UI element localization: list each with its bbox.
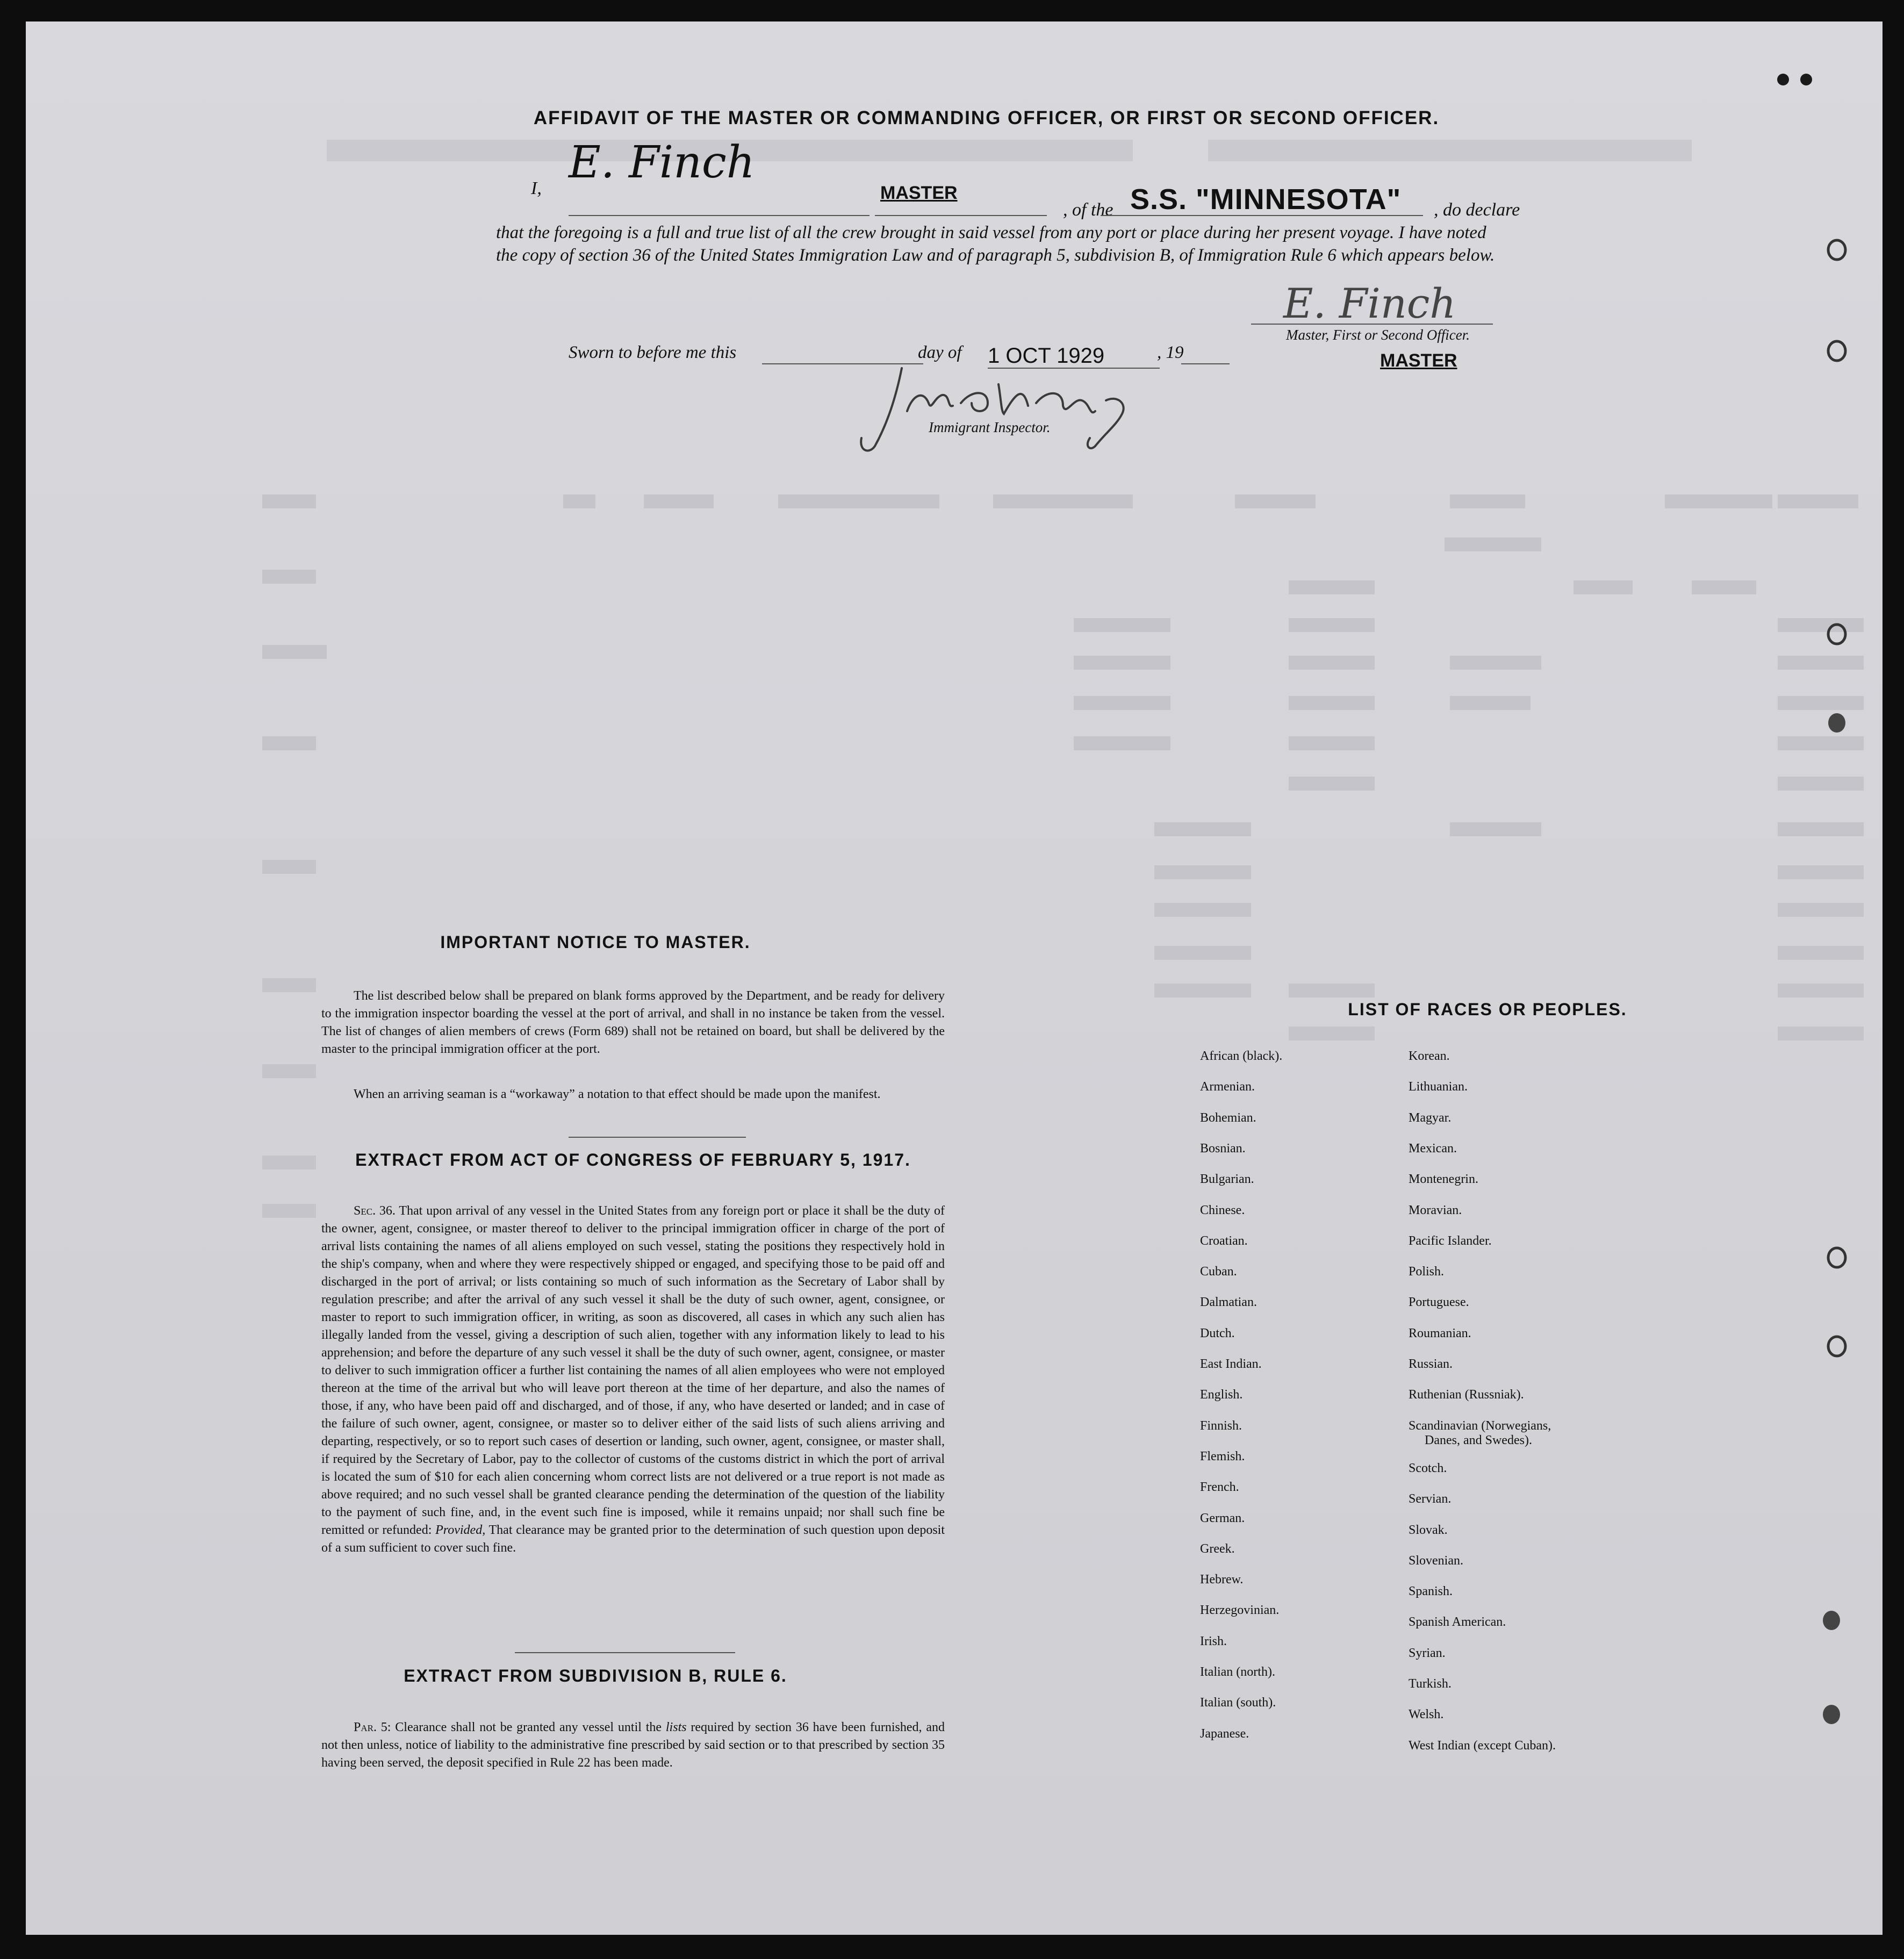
race-item: Dalmatian. [1200, 1295, 1257, 1310]
race-item: Magyar. [1409, 1110, 1452, 1125]
section-36-body: That upon arrival of any vessel in the United States from any foreign port or place it shall be the duty of the owner, agent, consignee, or master thereof to deliver to the principal immigration officer in charge of the port of arrival lists containing the names of all aliens employed on such vessel, stating the positions they respectively hold in the ship's company, when and where they were respectively shipped or engaged, and specifying those to be paid off and discharged in the port of arrival; or lists containing so much of such information as the Secretary of Labor shall by regulation prescribe; and after the arrival of any such vessel it shall be the duty of such owner, agent, consignee, or master to report to such immigration officer, in writing, as soon as discovered, all cases in which any such alien has illegally landed from the vessel, giving a description of such alien, together with any information likely to lead to his apprehension; and before the departure of any such vessel it shall be the duty of such owner, agent, consignee, or master to deliver to such immigration officer a further list containing the names of all alien employees who were not employed thereon at the time of the arrival but who will leave port thereon at the time of her departure, and also the names of those, if any, who have been paid off and discharged, and of those, if any, who have deserted or landed; and in case of the failure of such owner, agent, consignee, or master so to deliver either of the said lists of such aliens arriving and departing, respectively, or so to report such cases of desertion or landing, such owner, agent, consignee, or master shall, if required by the Secretary of Labor, pay to the collector of customs of the customs district in which the port of arrival is located the sum of $10 for each alien concerning whom correct lists are not delivered or a true report is not made as above required; and no such vessel shall be granted clearance pending the determination of the question of the liability to the payment of such fine, and, in the event such fine is imposed, while it remains unpaid; nor shall such fine be remitted or refunded: [321, 1204, 945, 1537]
race-item: Spanish. [1409, 1584, 1453, 1599]
paragraph-5-text [321, 1719, 945, 1772]
lists-word: lists [665, 1720, 687, 1734]
paragraph-5-body-b: required by section 36 have been furnished, and not then unless, notice of liability to the administrative fine prescribed by said section or to that prescribed by section 35 having been served, the deposit specified in Rule 22 has been made. [321, 1720, 945, 1770]
race-item: Greek. [1200, 1541, 1235, 1556]
race-item: Scandinavian (Norwegians, [1409, 1418, 1551, 1433]
race-item: Scotch. [1409, 1461, 1447, 1475]
race-item: German. [1200, 1511, 1245, 1525]
race-item: Portuguese. [1409, 1295, 1469, 1310]
race-item: Chinese. [1200, 1203, 1245, 1217]
race-item: Polish. [1409, 1265, 1445, 1279]
race-item: Irish. [1200, 1634, 1227, 1648]
vessel-name: S.S. "MINNESOTA" [1130, 183, 1402, 216]
master-stamp: MASTER [880, 183, 958, 203]
provided-word: Provided, [435, 1523, 486, 1537]
race-item: Ruthenian (Russniak). [1409, 1388, 1524, 1402]
paragraph-5-label: Par. 5: [354, 1720, 391, 1734]
day-of-label: day of [918, 343, 962, 362]
race-item: Bosnian. [1200, 1141, 1246, 1156]
master-name-signature: E. Finch [569, 137, 755, 188]
signature-line [1251, 324, 1493, 325]
notice-paragraph-1: The list described below shall be prepared on blank forms approved by the Department, and be ready for delivery to the immigration inspector boarding the vessel at the port of arrival, and shall in no instance be taken from the vessel. The list of changes of alien members of crews (Form 689) shall not be retained on board, but shall be delivered by the master to the principal immigration officer at the port. [321, 989, 945, 1056]
race-item: Italian (north). [1200, 1665, 1275, 1679]
race-item: Korean. [1409, 1049, 1450, 1063]
race-item: Pacific Islander. [1409, 1233, 1492, 1248]
race-item: Slovenian. [1409, 1553, 1463, 1568]
declaration-text: that the foregoing is a full and true list of all the crew brought in said vessel from any port or place during her present voyage. I have noted the copy of section 36 of the United States Immigration Law and of paragraph 5, subdivision B, of Immigration Rule 6 which appears below. [496, 223, 1495, 265]
race-item: Flemish. [1200, 1449, 1245, 1463]
race-item: Lithuanian. [1409, 1080, 1468, 1094]
signature-master-stamp: MASTER [1380, 350, 1457, 371]
race-item: Mexican. [1409, 1141, 1457, 1156]
sworn-label: Sworn to before me this [569, 343, 737, 362]
race-item: East Indian. [1200, 1357, 1262, 1371]
year-underline [1181, 363, 1230, 364]
year-label: , 19 [1157, 343, 1184, 362]
affidavit-title: AFFIDAVIT OF THE MASTER OR COMMANDING OFFICER, OR FIRST OR SECOND OFFICER. [533, 107, 1440, 128]
race-item: Spanish American. [1409, 1615, 1506, 1630]
race-item: Montenegrin. [1409, 1172, 1478, 1187]
rule-title: EXTRACT FROM SUBDIVISION B, RULE 6. [404, 1666, 787, 1685]
race-item: English. [1200, 1388, 1243, 1402]
race-item: Croatian. [1200, 1233, 1248, 1248]
bleed-through-ghost [26, 21, 1883, 1935]
name-underline [569, 215, 870, 216]
of-the-label: , of the [1063, 200, 1113, 220]
race-item: Syrian. [1409, 1646, 1446, 1660]
notice-paragraph-2: When an arriving seaman is a “workaway” a notation to that effect should be made upon the manifest. [354, 1087, 881, 1101]
section-divider-2 [515, 1652, 735, 1653]
races-title: LIST OF RACES OR PEOPLES. [1348, 1000, 1627, 1019]
race-item: Hebrew. [1200, 1573, 1244, 1587]
i-label: I, [531, 178, 542, 198]
section-36-label: Sec. 36. [354, 1204, 396, 1218]
section-36-end: That clearance may be granted prior to the determination of such question upon deposit of a sum sufficient to cover such fine. [321, 1523, 945, 1555]
race-item: Armenian. [1200, 1080, 1255, 1094]
race-item: Russian. [1409, 1357, 1453, 1371]
race-item: Welsh. [1409, 1707, 1444, 1722]
notice-title: IMPORTANT NOTICE TO MASTER. [440, 932, 751, 952]
race-item: Moravian. [1409, 1203, 1462, 1217]
race-item: Herzegovinian. [1200, 1603, 1280, 1618]
race-item: Bulgarian. [1200, 1172, 1254, 1187]
inspector-caption: Immigrant Inspector. [929, 419, 1051, 435]
vessel-underline [1101, 215, 1423, 216]
race-item: West Indian (except Cuban). [1409, 1738, 1556, 1753]
race-item: Slovak. [1409, 1523, 1448, 1537]
race-item: French. [1200, 1480, 1239, 1495]
section-divider [569, 1137, 746, 1138]
inspector-signature [837, 352, 1181, 460]
date-stamp: 1 OCT 1929 [988, 344, 1105, 368]
title-underline [875, 215, 1047, 216]
signature-caption: Master, First or Second Officer. [1286, 327, 1470, 343]
race-item: African (black). [1200, 1049, 1283, 1063]
race-scandinavian-continued: Danes, and Swedes). [1425, 1433, 1532, 1447]
paragraph-5-body-a: Clearance shall not be granted any vessel until the [395, 1720, 662, 1734]
race-item: Turkish. [1409, 1677, 1452, 1691]
race-item: Roumanian. [1409, 1326, 1471, 1340]
race-item: Cuban. [1200, 1265, 1237, 1279]
race-item: Japanese. [1200, 1726, 1249, 1741]
race-item: Finnish. [1200, 1418, 1242, 1433]
master-signature: E. Finch [1283, 279, 1456, 327]
race-item: Servian. [1409, 1492, 1452, 1506]
section-36-text [321, 1202, 945, 1557]
race-item: Bohemian. [1200, 1110, 1256, 1125]
race-item: Italian (south). [1200, 1696, 1276, 1710]
form-sheet [26, 21, 1883, 1935]
do-declare-label: , do declare [1434, 200, 1520, 220]
act-title: EXTRACT FROM ACT OF CONGRESS OF FEBRUARY 5, 1917. [355, 1150, 911, 1169]
race-item: Dutch. [1200, 1326, 1235, 1340]
